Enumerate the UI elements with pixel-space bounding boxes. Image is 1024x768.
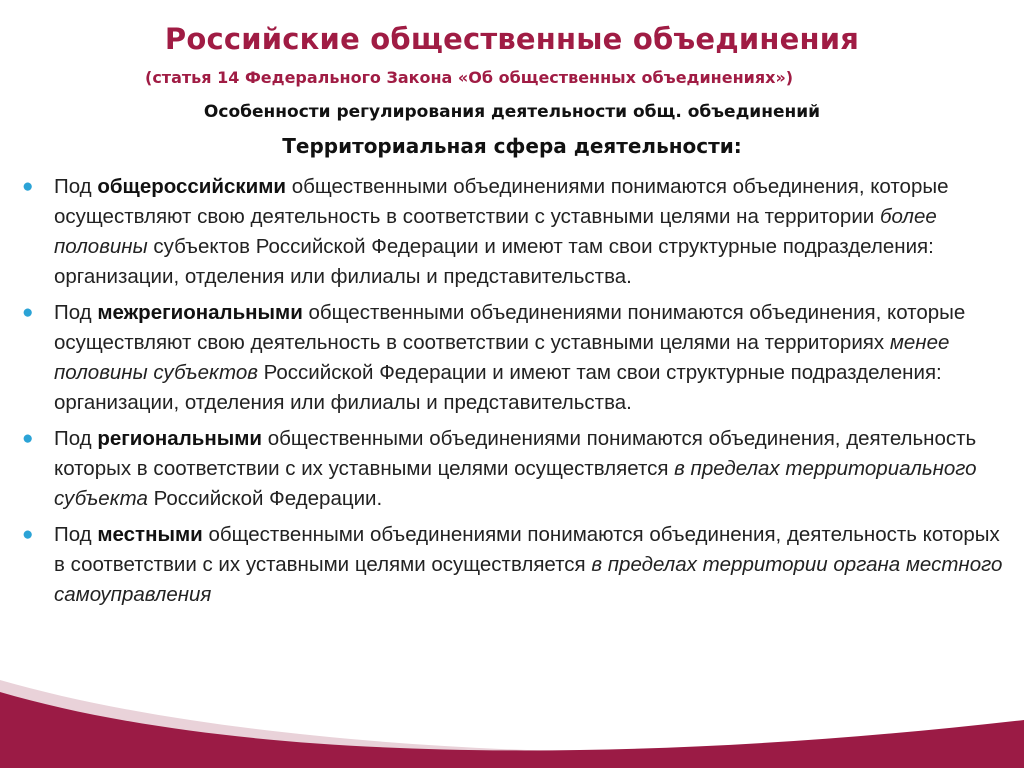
- bullet-term: местными: [97, 523, 203, 546]
- bullet-text-end: Российской Федерации.: [147, 487, 383, 510]
- bullet-prefix: Под: [54, 427, 98, 450]
- bullet-prefix: Под: [54, 301, 98, 324]
- bullet-prefix: Под: [54, 175, 98, 198]
- bullet-list: [22, 172, 1012, 616]
- bullet-emphasis: в пределах территориального субъекта: [54, 457, 977, 510]
- bullet-item-regional: [22, 424, 1012, 514]
- bullet-dot-icon: ●: [22, 428, 34, 449]
- bullet-item-local: [22, 520, 1012, 610]
- bullet-text: общественными объединениями понимаются объединения, деятельность которых в соответствии с их уставными целями осуществляется: [54, 523, 1000, 576]
- bullet-prefix: Под: [54, 523, 98, 546]
- bullet-text: общественными объединениями понимаются объединения, которые осуществляют свою деятельность в соответствии с уставными целями на территории: [54, 175, 949, 228]
- bullet-term: общероссийскими: [97, 175, 287, 198]
- slide-title: Российские общественные объединения: [164, 22, 860, 56]
- decorative-wave: [0, 660, 1024, 768]
- bullet-term: региональными: [97, 427, 262, 450]
- bullet-emphasis: менее половины субъектов: [54, 331, 950, 384]
- bullet-emphasis: в пределах территории органа местного самоуправления: [54, 553, 1003, 606]
- bullet-text: общественными объединениями понимаются объединения, которые осуществляют свою деятельность в соответствии с уставными целями на территориях: [54, 301, 966, 354]
- bullet-item-all-russian: [22, 172, 1012, 292]
- bullet-dot-icon: ●: [22, 524, 34, 545]
- bullet-item-interregional: [22, 298, 1012, 418]
- bullet-text-end: Российской Федерации и имеют там свои структурные подразделения: организации, отделения или филиалы и представительства.: [54, 361, 942, 414]
- bullet-text-end: субъектов Российской Федерации и имеют там свои структурные подразделения: организации, отделения или филиалы и представительства.: [54, 235, 934, 288]
- sub-heading: Территориальная сфера деятельности:: [282, 134, 742, 158]
- bullet-text: общественными объединениями понимаются объединения, деятельность которых в соответствии с их уставными целями осуществляется: [54, 427, 977, 480]
- slide-subtitle: (статья 14 Федерального Закона «Об общественных объединениях»): [145, 68, 794, 87]
- bullet-dot-icon: ●: [22, 176, 34, 197]
- section-heading: Особенности регулирования деятельности общ. объединений: [203, 102, 821, 122]
- bullet-emphasis: более половины: [54, 205, 937, 258]
- bullet-term: межрегиональными: [97, 301, 303, 324]
- bullet-dot-icon: ●: [22, 302, 34, 323]
- wave-dark-band: [0, 692, 1024, 768]
